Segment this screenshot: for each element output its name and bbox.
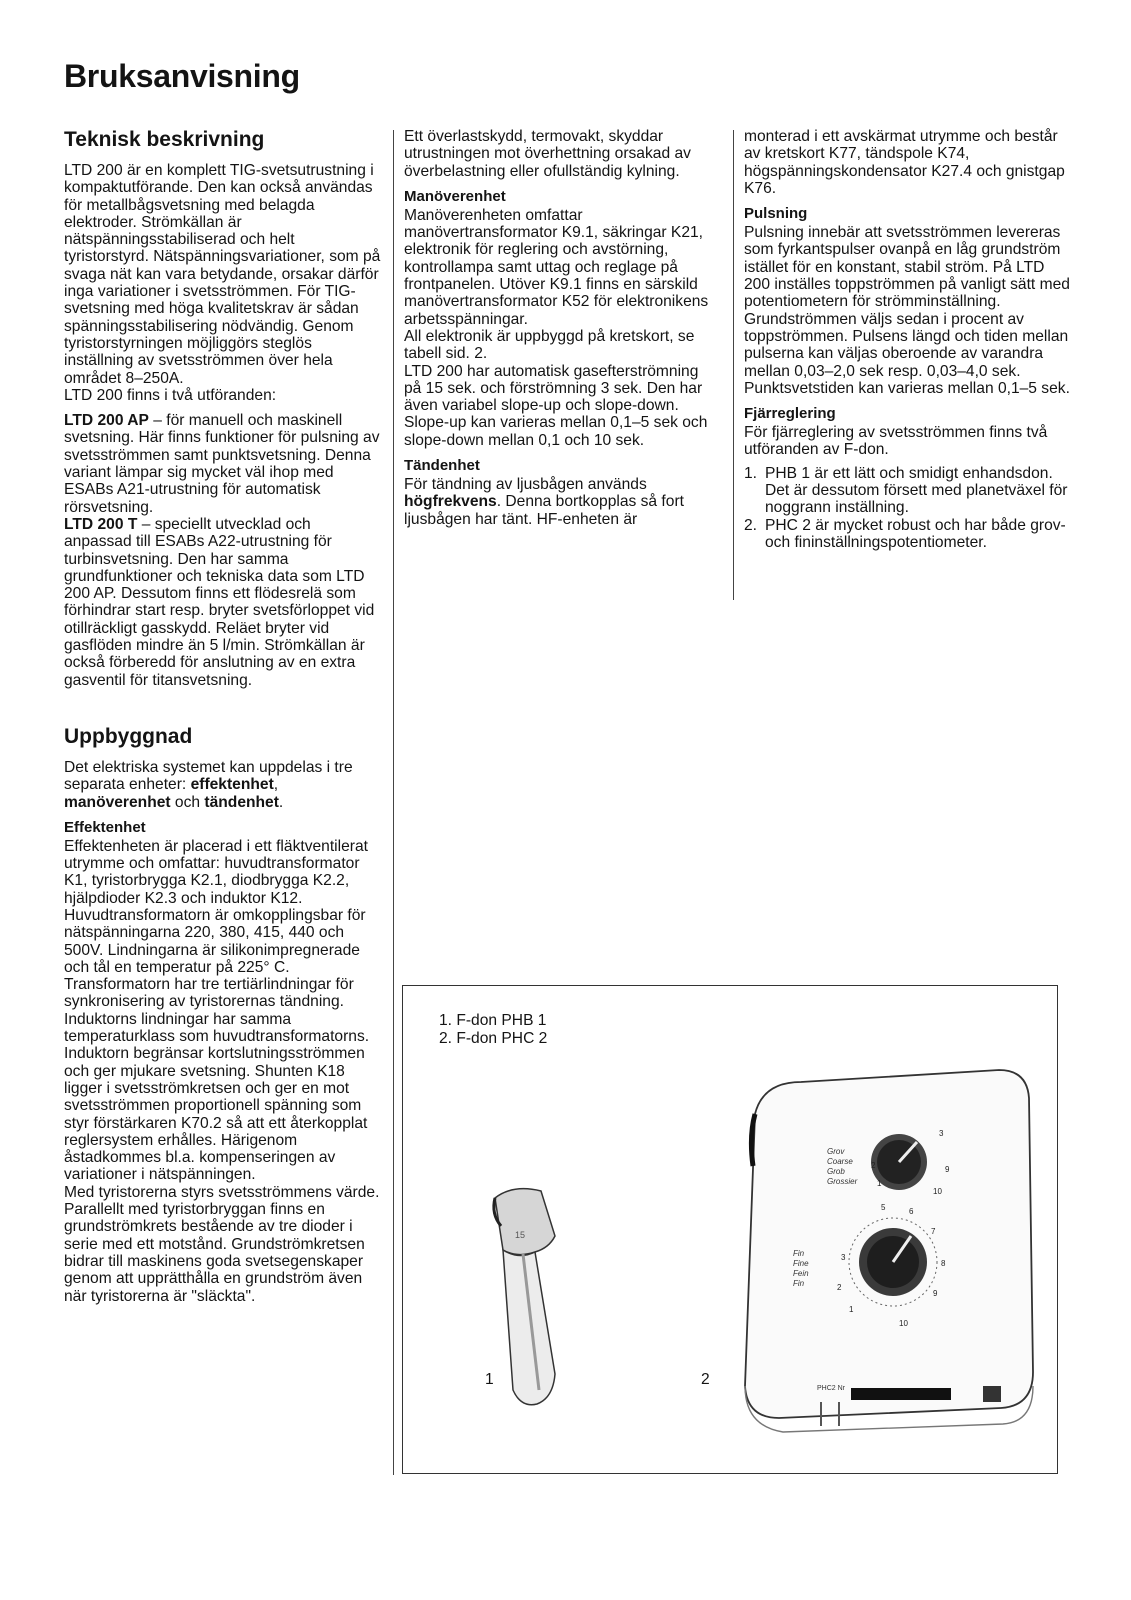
column-3 <box>744 128 1074 551</box>
coarse-label: Coarse <box>827 1157 853 1166</box>
fine-label: Fin <box>793 1249 805 1258</box>
remote-controls-illustration <box>403 986 1057 1473</box>
subheading-fjarreglering: Fjärreglering <box>744 405 836 423</box>
variant-name: LTD 200 AP <box>64 412 149 430</box>
paragraph: Induktorns lindningar har samma temperaturklass som huvudtransformatorns. Induktorn begränsar kortslutningsströmmen och ger mjukare svetsning. Shunten K18 ligger i svetsströmkretsen och ger en mot svetsströmmen proportionell spänning som styr förstärkaren K70.2 så att ett återkopplat reglersystem erhålles. Härigenom åstadkommes bl.a. kompenseringen av variationer i nätspänningen. <box>64 1010 370 1184</box>
device-list <box>744 465 1074 551</box>
column-divider <box>733 130 734 600</box>
paragraph <box>404 476 720 528</box>
fine-tick: 6 <box>909 1207 914 1216</box>
variant-ap <box>64 412 382 516</box>
variant-text: – speciellt utvecklad och anpassad till ESABs A22-utrustning för turbinsvetsning. Den har samma grundfunktioner och tekniska data som LTD 200 AP. Dessutom finns ett flödesrelä som förhindrar start resp. bryter svetsförloppet vid otillräckligt gasskydd. Reläet bryter vid gasflöden mindre än 5 l/min. Strömkällan är också förberedd för anslutning av en extra gasventil för titansvetsning. <box>64 515 375 689</box>
variant-text: – för manuell och maskinell svetsning. Här finns funktioner för pulsning av svetsströmmen samt punktsvetsning. Denna variant lämpar sig mycket väl ihop med ESABs A21-utrustning för automatisk rörsvetsning. <box>64 412 380 516</box>
fine-tick: 10 <box>899 1319 908 1328</box>
coarse-tick: 2 <box>871 1161 876 1170</box>
paragraph: Pulsning innebär att svetsströmmen levereras som fyrkantspulser ovanpå en låg grundström istället för en konstant, stabil ström. På LTD 200 inställes toppströmmen på vanligt sätt med potentiometern för strömminställning. Grundströmmen väljs sedan i procent av toppströmmen. Pulsens längd och tiden mellan pulserna kan väljas oberoende av varandra mellan 0,03–2,0 sek resp. 0,03–4,0 sek. Punktsvetstiden kan varieras mellan 0,1–5 sek. <box>744 224 1070 397</box>
column-divider <box>393 130 394 1475</box>
list-number: 2. <box>744 516 758 534</box>
subheading-tandenhet: Tändenhet <box>404 457 480 475</box>
bold-term: tändenhet <box>204 793 279 811</box>
figure-label: 2 <box>701 1371 710 1388</box>
bold-term: manöverenhet <box>64 793 171 811</box>
fine-tick: 3 <box>841 1253 846 1262</box>
coarse-label: Grossier <box>827 1177 858 1186</box>
fine-label: Fine <box>793 1259 809 1268</box>
fine-label: Fein <box>793 1269 809 1278</box>
paragraph: LTD 200 är en komplett TIG-svetsutrustning i kompaktutförande. Den kan också användas för metallbågsvetsning med belagda elektroder. Strömkällan är nätspänningsstabiliserad och helt tyristorstyrd. Nätspänningsvariationer, som på svaga nät kan vara betydande, orsakar därför inga variationer i svetsströmmen. För TIG-svetsning med höga kvalitetskrav är sådan spänningsstabilisering nödvändig. Genom tyristorstyrningen möjliggörs steglös inställning av svetsströmmen över hela området 8–250A. <box>64 162 381 387</box>
coarse-tick: 3 <box>939 1129 944 1138</box>
section-heading-uppbyggnad: Uppbyggnad <box>64 724 193 748</box>
list-text: PHB 1 är ett lätt och smidigt enhandsdon. Det är dessutom försett med planetväxel för noggrann inställning. <box>765 464 1068 517</box>
subheading-effektenhet: Effektenhet <box>64 818 146 836</box>
list-text: PHC 2 är mycket robust och har både grov- och fininställningspotentiometer. <box>765 516 1066 551</box>
paragraph: Manöverenheten omfattar manövertransformator K9.1, säkringar K21, elektronik för reglering och avstörning, kontrollampa samt uttag och reglage på frontpanelen. Utöver K9.1 finns en särskild manövertransformator K52 för elektronikens arbetsspänningar. <box>404 206 709 328</box>
page-title: Bruksanvisning <box>64 58 300 94</box>
coarse-tick: 1 <box>877 1179 882 1188</box>
paragraph <box>64 759 382 811</box>
text-span: och <box>170 793 205 811</box>
subheading-manoverenhet: Manöverenhet <box>404 187 506 205</box>
list-item <box>744 517 1074 552</box>
text-span: Det elektriska systemet kan uppdelas i tre separata enheter: <box>64 758 353 794</box>
fine-tick: 5 <box>881 1203 886 1212</box>
fine-tick: 2 <box>837 1283 842 1292</box>
phb-label: 15 <box>515 1230 526 1240</box>
paragraph: Huvudtransformatorn är omkopplingsbar för nätspänningarna 220, 380, 415, 440 och 500V. Lindningarna är silikonimpregnerade och tål en temperatur på 225° C. Transformatorn har tre tertiärlindningar för synkronisering av tyristorernas tändning. <box>64 906 366 1011</box>
column-2 <box>404 128 720 528</box>
phc2-device <box>745 1070 1033 1432</box>
coarse-tick: 10 <box>933 1187 942 1196</box>
list-item <box>744 465 1074 517</box>
figure-caption: 2. F-don PHC 2 <box>439 1030 548 1047</box>
text-span: , <box>273 776 279 794</box>
coarse-label: Grob <box>827 1167 845 1176</box>
coarse-label: Grov <box>827 1147 845 1156</box>
text-span: . <box>278 793 284 811</box>
paragraph: Med tyristorerna styrs svetsströmmens värde. Parallellt med tyristorbryggan finns en grundströmkrets bestående av tre dioder i serie med ett motstånd. Grundströmkretsen bidrar till maskinens goda svetsegenskaper genom att upprätthålla en grundström även när tyristorerna är "släckta". <box>64 1183 380 1305</box>
figure-label: 1 <box>485 1371 494 1388</box>
fine-tick: 1 <box>849 1305 854 1314</box>
variant-t <box>64 516 382 689</box>
coarse-tick: 9 <box>945 1165 950 1174</box>
fine-tick: 8 <box>941 1259 946 1268</box>
phb1-device <box>494 1189 555 1405</box>
fine-tick: 7 <box>931 1227 936 1236</box>
plate-text: PHC2 Nr <box>817 1385 846 1392</box>
paragraph: För fjärreglering av svetsströmmen finns två utföranden av F-don. <box>744 424 1048 459</box>
fine-label: Fin <box>793 1279 805 1288</box>
list-number: 1. <box>744 464 758 482</box>
paragraph: LTD 200 finns i två utföranden: <box>64 386 277 404</box>
paragraph: monterad i ett avskärmat utrymme och består av kretskort K77, tändspole K74, högspänningskondensator K27.4 och gnistgap K76. <box>744 128 1065 197</box>
subheading-pulsning: Pulsning <box>744 205 808 223</box>
text-span: För tändning av ljusbågen används <box>404 476 647 494</box>
paragraph: Ett överlastskydd, termovakt, skyddar utrustningen mot överhettning orsakad av överbelastning eller ofullständig kylning. <box>404 128 691 180</box>
paragraph: All elektronik är uppbyggd på kretskort, se tabell sid. 2. <box>404 327 695 363</box>
section-heading-teknisk: Teknisk beskrivning <box>64 128 265 151</box>
bold-term: effektenhet <box>190 776 274 794</box>
fine-tick: 9 <box>933 1289 938 1298</box>
bold-term: högfrekvens <box>404 493 497 511</box>
paragraph: LTD 200 har automatisk gasefterströmning på 15 sek. och förströmning 3 sek. Den har även variabel slope-up och slope-down. Slope-up kan varieras mellan 0,1–5 sek och slope-down mellan 0,1 och 10 sek. <box>404 362 708 449</box>
variant-name: LTD 200 T <box>64 515 138 533</box>
column-1 <box>64 128 382 1305</box>
nameplate <box>851 1388 951 1400</box>
figure-caption: 1. F-don PHB 1 <box>439 1012 547 1029</box>
figure-box <box>402 985 1058 1474</box>
paragraph: Effektenheten är placerad i ett fläktventilerat utrymme och omfattar: huvudtransformator K1, tyristorbrygga K2.1, diodbrygga K2.2, hjälpdioder K2.3 och induktor K12. <box>64 837 368 907</box>
text-span: . Denna bortkopplas så fort ljusbågen har tänt. HF-enheten är <box>404 493 684 528</box>
